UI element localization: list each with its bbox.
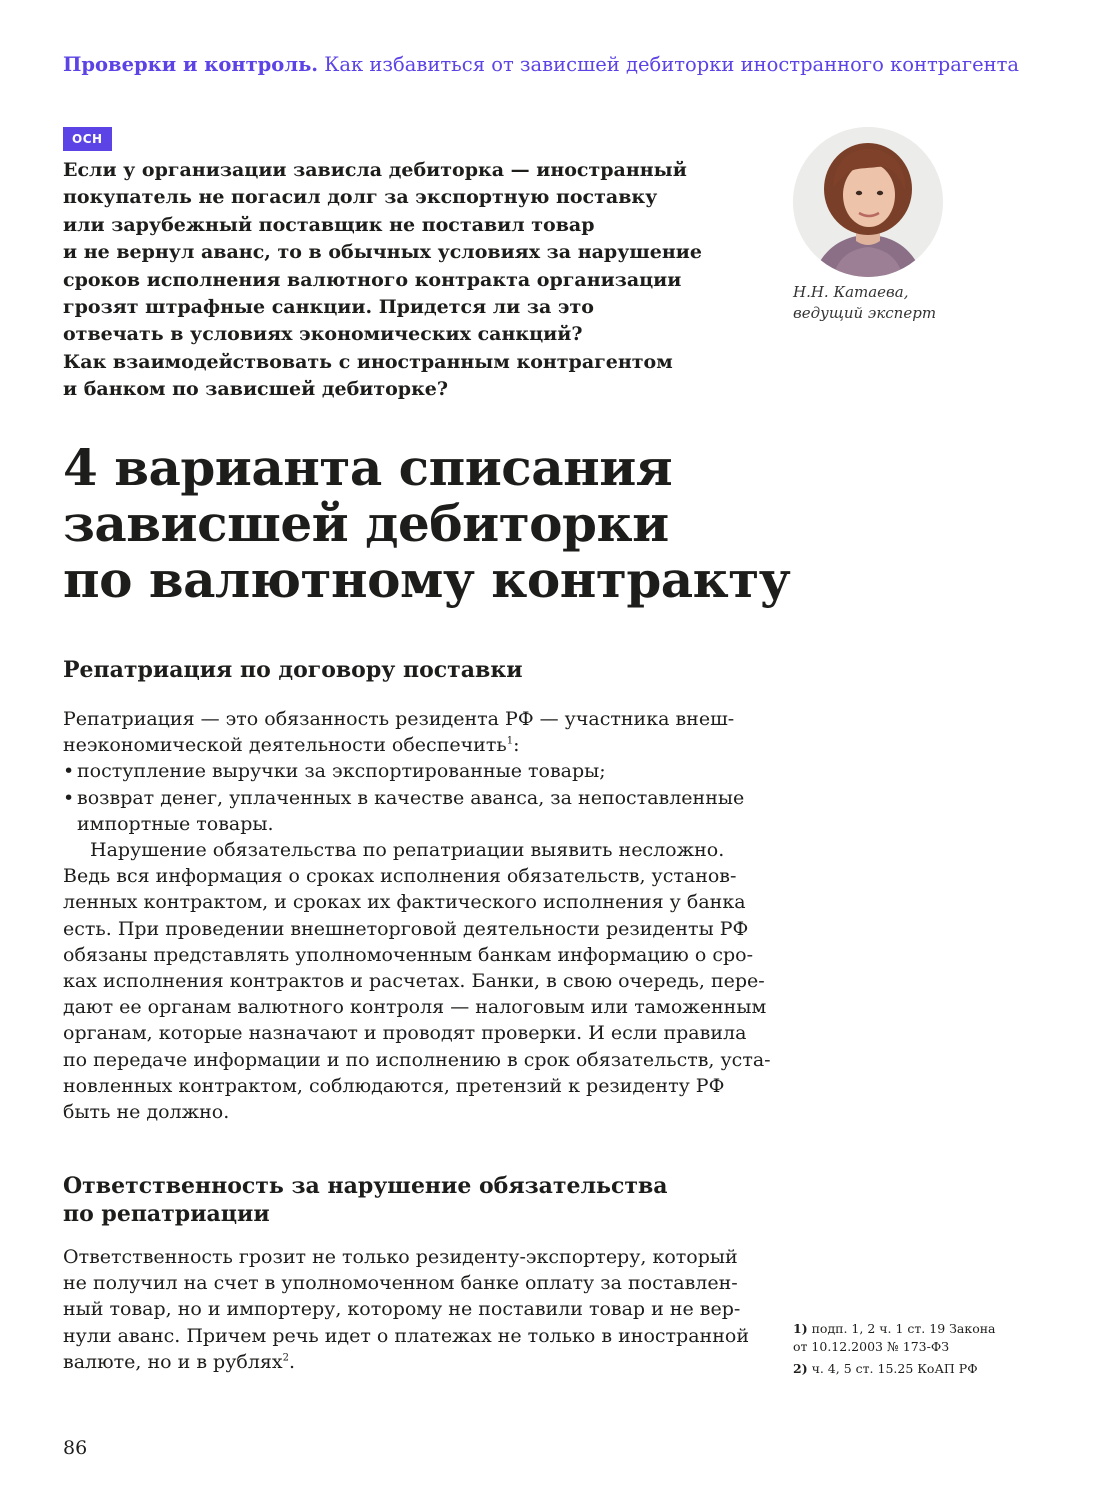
paragraph-line: ный товар, но и импортеру, которому не поставили товар и не вер- [63, 1298, 741, 1321]
paragraph-line: не получил на счет в уполномоченном банке оплату за поставлен- [63, 1272, 738, 1295]
paragraph-text: . [288, 1350, 296, 1373]
list-item: • поступление выручки за экспортированные товары; [63, 758, 753, 784]
lead-line: и не вернул аванс, то в обычных условиях за нарушение [63, 241, 702, 264]
paragraph-line: ленных контрактом, и сроках их фактического исполнения у банка [63, 891, 746, 914]
heading-line: Ответственность за нарушение обязательства [63, 1173, 668, 1199]
section-heading-liability [63, 1172, 668, 1228]
paragraph-line: быть не должно. [63, 1101, 230, 1124]
author-name: Н.Н. Катаева, [793, 283, 909, 301]
section1-body [63, 706, 771, 1125]
section-heading-repatriation [63, 656, 523, 684]
list-item-continued: импортные товары. [77, 812, 274, 835]
footnote-text: ч. 4, 5 ст. 15.25 КоАП РФ [807, 1361, 978, 1376]
paragraph-line: нули аванс. Причем речь идет о платежах не только в иностранной [63, 1324, 749, 1347]
paragraph-line: органам, которые назначают и проводят проверки. И если правила [63, 1022, 747, 1045]
paragraph-line: Ответственность грозит не только резиденту-экспортеру, который [63, 1246, 738, 1268]
paragraph-line: Ведь вся информация о сроках исполнения обязательств, установ- [63, 865, 737, 888]
paragraph-line [63, 1349, 753, 1375]
article-title [63, 438, 791, 609]
running-header [63, 53, 1019, 76]
paragraph-text: валюте, но и в рублях [63, 1350, 283, 1373]
title-line: по валютному контракту [63, 550, 791, 609]
author-role: ведущий эксперт [793, 304, 937, 322]
lead-line: или зарубежный поставщик не поставил товар [63, 213, 595, 236]
footnote-text: подп. 1, 2 ч. 1 ст. 19 Закона [807, 1321, 996, 1336]
footnote-text: от 10.12.2003 № 173-ФЗ [793, 1339, 950, 1354]
lead-line: Если у организации зависла дебиторка — иностранный [63, 159, 687, 181]
intro-text: : [513, 734, 520, 757]
heading-text: Репатриация по договору поставки [63, 657, 523, 683]
footnote-number: 2) [793, 1361, 808, 1376]
lead-line: грозят штрафные санкции. Придется ли за это [63, 296, 594, 319]
footnote-1 [793, 1320, 996, 1356]
lead-paragraph [63, 157, 763, 404]
paragraph-line: по передаче информации и по исполнению в срок обязательств, уста- [63, 1048, 771, 1071]
footnote-number: 1) [793, 1321, 808, 1336]
lead-line: и банком по зависшей дебиторке? [63, 378, 449, 401]
paragraph-line: ках исполнения контрактов и расчетах. Банки, в свою очередь, пере- [63, 970, 765, 993]
author-photo [793, 127, 943, 277]
list-item: • возврат денег, уплаченных в качестве аванса, за непоставленные [63, 785, 753, 811]
author-portrait-icon [793, 127, 943, 277]
lead-line: отвечать в условиях экономических санкций? [63, 323, 583, 346]
header-title: Как избавиться от зависшей дебиторки иностранного контрагента [324, 53, 1020, 76]
paragraph-line: есть. При проведении внешнеторговой деятельности резиденты РФ [63, 917, 749, 940]
tax-regime-badge: ОСН [63, 127, 112, 151]
intro-line [63, 732, 753, 758]
intro-line [63, 706, 753, 732]
lead-line: Как взаимодействовать с иностранным контрагентом [63, 350, 673, 373]
heading-line: по репатриации [63, 1201, 270, 1227]
lead-line: сроков исполнения валютного контракта организации [63, 268, 682, 291]
paragraph-line: Нарушение обязательства по репатриации выявить несложно. [90, 839, 725, 862]
title-line: 4 варианта списания [63, 438, 673, 497]
footnote-ref: 1 [506, 735, 514, 747]
footnote-ref: 2 [282, 1352, 289, 1364]
paragraph-line: дают ее органам валютного контроля — налоговым или таможенным [63, 996, 767, 1019]
paragraph-line: обязаны представлять уполномоченным банкам информацию о сро- [63, 943, 753, 966]
section2-body [63, 1244, 753, 1375]
page-number: 86 [63, 1437, 88, 1459]
header-section: Проверки и контроль. [63, 53, 319, 76]
intro-text: неэкономической деятельности обеспечить [63, 734, 507, 757]
paragraph-line: новленных контрактом, соблюдаются, претензий к резиденту РФ [63, 1074, 725, 1097]
intro-text: Репатриация — это обязанность резидента РФ — участника внеш- [63, 708, 735, 730]
lead-line: покупатель не погасил долг за экспортную поставку [63, 186, 658, 209]
title-line: зависшей дебиторки [63, 494, 669, 553]
author-caption [793, 282, 936, 324]
footnote-2 [793, 1360, 978, 1378]
